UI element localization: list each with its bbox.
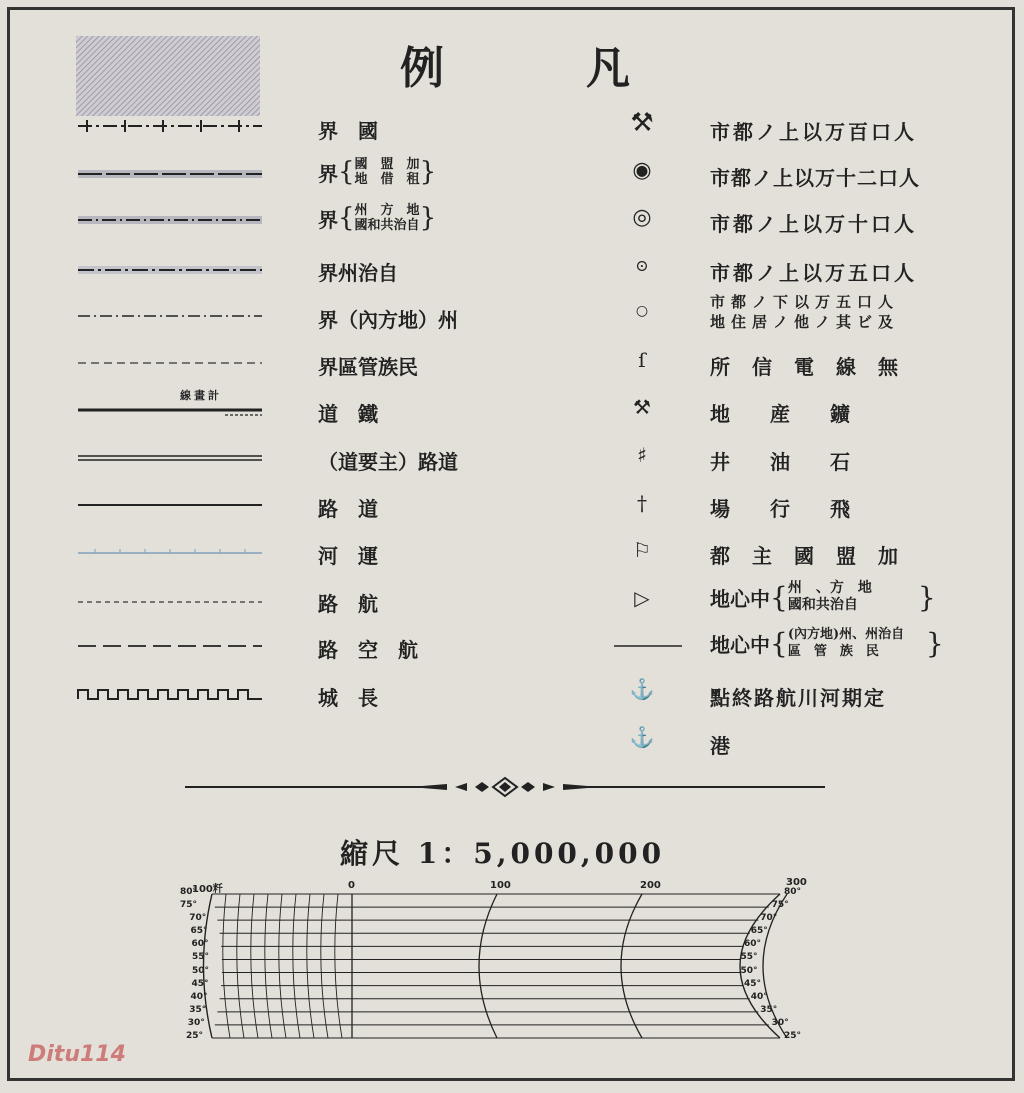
river-terminus-label: 點終路航川河期定 (710, 686, 886, 710)
sub-meridian-7 (307, 894, 314, 1038)
city-small-label (710, 292, 945, 332)
sub-meridian-8 (321, 894, 328, 1038)
latitude-right-1: 75° (771, 900, 789, 911)
latitude-right-2: 70° (760, 913, 778, 924)
mine-icon: ⚒ (633, 395, 651, 419)
railway-symbol (75, 400, 265, 420)
latitude-left-10: 30° (187, 1017, 205, 1028)
region-center-label: 地心中 { 州 、方 地 國和共治自 } (710, 580, 936, 614)
autonomous-state-boundary-label: 界州治自 (318, 261, 398, 285)
latitude-left-11: 25° (186, 1031, 204, 1041)
league-leased-boundary-symbol (75, 164, 265, 184)
scale-title: 縮尺 1：5,000,000 (340, 837, 666, 870)
latitude-left-1: 75° (180, 900, 198, 911)
autonomous-state-boundary-symbol (75, 260, 265, 280)
wireless-station-label: 所信電線無 (710, 355, 920, 379)
sub-meridian-1 (223, 894, 230, 1038)
scale-tick-200: 200 (640, 880, 661, 891)
airfield-icon: † (637, 491, 647, 515)
autonomous-region-sub (355, 203, 420, 233)
league-leased-main: 界 (318, 161, 338, 186)
scale-grid (180, 888, 820, 1048)
league-leased-sub2: 地 借 租 (354, 172, 420, 187)
scale-tick-0: 0 (348, 880, 355, 891)
state-center-sub (788, 626, 926, 660)
sub-meridian-4 (265, 894, 272, 1038)
league-leased-boundary-label: 界 { 國 盟 加 地 借 租 } (318, 157, 437, 187)
legend-title (400, 32, 630, 96)
scale-tick-100: 100 (490, 880, 511, 891)
navigation-route-label: 路 航 (318, 592, 378, 616)
port-anchor-icon: ⚓ (629, 725, 655, 749)
region-center-sub1: 州 、方 地 (787, 580, 872, 596)
league-leased-sub (355, 157, 420, 187)
latitude-left-9: 35° (189, 1004, 207, 1015)
latitude-left-5: 55° (191, 952, 209, 963)
autonomous-region-sub1: 州 方 地 (354, 203, 420, 218)
ornament-divider (185, 776, 825, 798)
city-small-icon: ○ (635, 303, 649, 319)
meridian-2 (621, 894, 642, 1038)
latitude-left-7: 45° (191, 978, 209, 989)
autonomous-region-sub2: 國和共治自 (354, 218, 420, 233)
region-center-main: 地心中 (710, 586, 770, 611)
anchor-terminus-icon: ⚓ (629, 677, 655, 701)
sub-meridian-2 (237, 894, 244, 1038)
latitude-left-8: 40° (190, 991, 208, 1002)
airfield-label: 場 行 飛 (710, 497, 860, 521)
latitude-left-2: 70° (189, 913, 207, 924)
autonomous-region-boundary-label: 界 { 州 方 地 國和共治自 } (318, 203, 437, 233)
title-char-1: 例 (400, 43, 444, 94)
air-route-label: 路 空 航 (318, 638, 418, 662)
latitude-right-7: 45° (743, 978, 761, 989)
region-center-icon: ▷ (634, 586, 650, 610)
city-50k-label: 市都ノ上以万五口人 (710, 261, 917, 285)
latitude-left-6: 50° (191, 965, 209, 976)
latitude-right-0: 80° (784, 887, 802, 897)
latitude-right-9: 35° (760, 1004, 778, 1015)
canal-symbol (75, 542, 265, 562)
ethnic-district-boundary-symbol (75, 353, 265, 373)
watermark: Ditu114 (28, 1042, 126, 1067)
oil-well-label: 井 油 石 (710, 450, 860, 474)
inner-state-boundary-label: 界（內方地）州 (318, 308, 458, 332)
latitude-left-3: 65° (190, 926, 208, 937)
oil-well-icon: ♯ (637, 443, 647, 467)
state-center-sub2: 區 管 族 民 (787, 644, 879, 659)
latitude-right-3: 65° (750, 926, 768, 937)
region-center-sub (788, 580, 918, 614)
planned-line-note: 線畫計 (180, 389, 222, 402)
road-symbol (75, 495, 265, 515)
latitude-right-6: 50° (740, 965, 758, 976)
sub-meridian-5 (279, 894, 286, 1038)
league-capital-label: 都主國盟加 (710, 544, 920, 568)
city-200k-icon: ◉ (632, 157, 652, 183)
city-100k-label: 市都ノ上以万十口人 (710, 212, 917, 236)
latitude-right-4: 60° (743, 939, 761, 950)
autonomous-region-boundary-symbol (75, 210, 265, 230)
city-small-line2: 地住居ノ他ノ其ビ及 (710, 313, 900, 331)
road-label: 路 道 (318, 497, 378, 521)
main-road-symbol (75, 448, 265, 468)
sub-meridian-9 (335, 894, 342, 1038)
canal-label: 河 運 (318, 544, 378, 568)
city-million-icon: ⚒ (630, 108, 654, 138)
latitude-left-0: 80° (180, 887, 198, 897)
national-boundary-label: 界 國 (318, 119, 378, 143)
city-small-line1: 市都ノ下以万五口人 (710, 293, 900, 311)
scale-unit-label: 100粁 (192, 884, 223, 895)
latitude-right-10: 30° (771, 1017, 789, 1028)
railway-label: 道 鐵 (318, 402, 378, 426)
latitude-right-8: 40° (750, 991, 768, 1002)
mine-label: 地 産 鑛 (710, 402, 860, 426)
great-wall-symbol (75, 684, 265, 704)
league-capital-icon: ⚐ (633, 538, 651, 562)
city-million-label: 市都ノ上以万百口人 (710, 120, 917, 144)
state-center-label: 地心中 { (內方地)州、州治自 區 管 族 民 } (710, 626, 944, 660)
meridian-1 (479, 894, 497, 1038)
great-wall-label: 城 長 (318, 686, 378, 710)
title-char-2: 凡 (586, 43, 630, 94)
latitude-left-4: 60° (191, 939, 209, 950)
hatched-area-swatch (76, 36, 260, 116)
inner-state-boundary-symbol (75, 306, 265, 326)
latitude-right-11: 25° (784, 1031, 802, 1041)
latitude-right-5: 55° (740, 952, 758, 963)
wireless-station-icon: ſ (638, 348, 646, 372)
state-center-sub1: (內方地)州、州治自 (787, 627, 905, 642)
scale-tick-300: 300 (786, 877, 807, 888)
national-boundary-symbol (75, 116, 265, 136)
sub-meridian-6 (293, 894, 300, 1038)
state-center-line-icon (612, 636, 684, 656)
state-center-main: 地心中 (710, 632, 770, 657)
ethnic-district-boundary-label: 界區管族民 (318, 355, 418, 379)
city-50k-icon: ⊙ (635, 255, 649, 275)
main-road-label: （道要主）路道 (318, 450, 458, 474)
region-center-sub2: 國和共治自 (787, 597, 858, 613)
city-100k-icon: ◎ (632, 204, 652, 230)
city-200k-label: 市都ノ上以万十二口人 (710, 166, 920, 190)
air-route-symbol (75, 636, 265, 656)
navigation-route-symbol (75, 592, 265, 612)
sub-meridian-3 (251, 894, 258, 1038)
autonomous-region-main: 界 (318, 207, 338, 232)
port-label: 港 (710, 734, 730, 758)
league-leased-sub1: 國 盟 加 (354, 157, 420, 172)
